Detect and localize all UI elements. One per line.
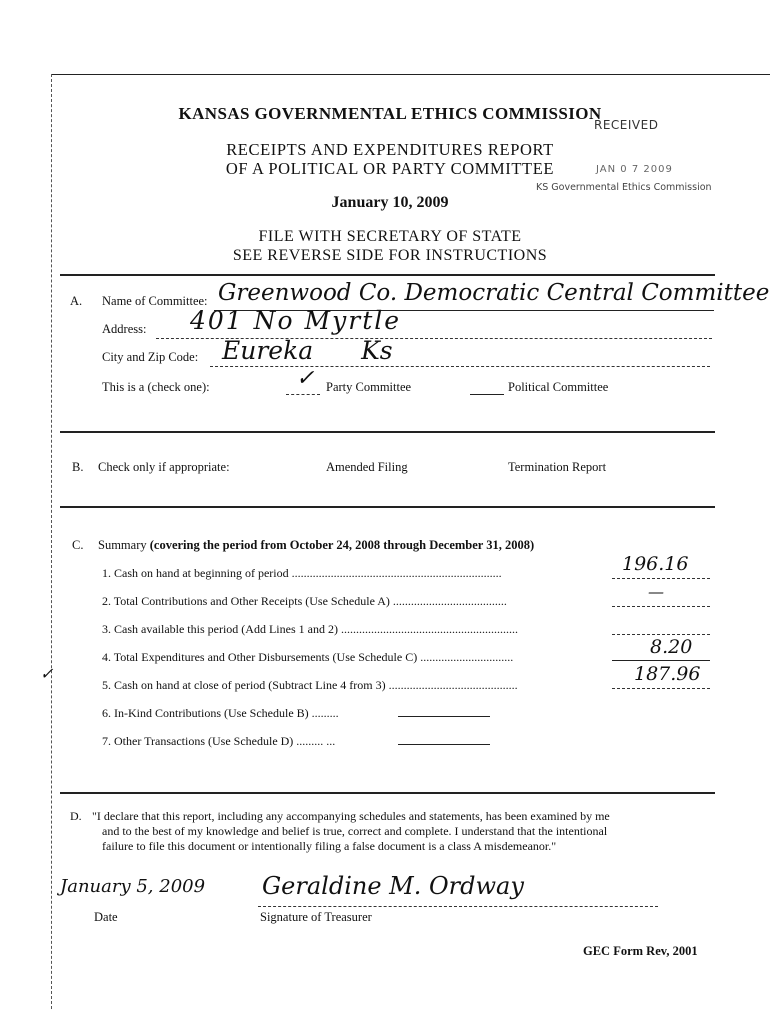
summary-line-1-amount: 196.16 [622, 553, 689, 575]
committee-type-label: This is a (check one): [102, 380, 210, 394]
filing-instructions [150, 227, 630, 265]
section-divider-d [60, 792, 715, 794]
form-revision: GEC Form Rev, 2001 [583, 944, 698, 958]
form-top-border [51, 74, 770, 75]
section-divider-b [60, 431, 715, 433]
section-c-letter: C. [72, 538, 84, 552]
signature-underline [258, 906, 658, 907]
received-stamp-date: JAN 0 7 2009 [596, 164, 673, 175]
address-value: 401 No Myrtle [190, 306, 402, 335]
summary-prefix: Summary [98, 538, 147, 552]
received-stamp: RECEIVED [594, 118, 659, 132]
section-a-letter: A. [70, 294, 83, 308]
summary-line-4-amount: 8.20 [650, 636, 693, 658]
summary-line-6-label: 6. In-Kind Contributions (Use Schedule B) ......... [102, 706, 339, 720]
report-title [140, 140, 640, 178]
declaration-line-3: failure to file this document or intentionally filing a false document is a class A misdemeanor." [102, 839, 557, 853]
summary-period: (covering the period from October 24, 2008 through December 31, 2008) [149, 538, 535, 552]
section-d-letter: D. [70, 809, 82, 823]
city-zip-value: Eureka Ks [222, 336, 393, 365]
date-label: Date [94, 910, 118, 924]
city-zip-underline [210, 366, 710, 367]
summary-line-5-amount: 187.96 [634, 663, 701, 685]
received-stamp-agency: KS Governmental Ethics Commission [536, 182, 712, 193]
declaration-line-2: and to the best of my knowledge and belief is true, correct and complete. I understand that the intentional [102, 824, 608, 838]
city-zip-label: City and Zip Code: [102, 350, 199, 364]
summary-line-4-underline [612, 660, 710, 661]
summary-line-1-label: 1. Cash on hand at beginning of period ...................................................................... [102, 566, 502, 580]
committee-name-value: Greenwood Co. Democratic Central Committee [218, 280, 770, 306]
summary-line-3-label: 3. Cash available this period (Add Lines 1 and 2) ........................................................... [102, 622, 518, 636]
termination-report-label: Termination Report [508, 460, 607, 474]
treasurer-signature: Geraldine M. Ordway [262, 872, 524, 900]
political-committee-checkbox-line[interactable] [470, 394, 504, 395]
check-appropriate-label: Check only if appropriate: [98, 460, 230, 474]
report-title-line-2: OF A POLITICAL OR PARTY COMMITTEE [225, 159, 555, 178]
party-committee-label: Party Committee [326, 380, 412, 394]
signed-date: January 5, 2009 [60, 876, 206, 897]
report-title-line-1: RECEIPTS AND EXPENDITURES REPORT [226, 140, 554, 159]
declaration-line-1: "I declare that this report, including any accompanying schedules and statements, has been examined by me [92, 809, 610, 823]
signature-label: Signature of Treasurer [260, 910, 372, 924]
committee-name-label: Name of Committee: [102, 294, 208, 308]
summary-line-3-underline [612, 634, 710, 635]
party-committee-checkbox-line[interactable] [286, 394, 320, 395]
filing-line-2: SEE REVERSE SIDE FOR INSTRUCTIONS [232, 247, 548, 264]
party-check-mark: ✓ [296, 366, 315, 391]
summary-line-7-label: 7. Other Transactions (Use Schedule D) ......... ... [102, 734, 336, 748]
address-label: Address: [102, 322, 147, 336]
filing-line-1: FILE WITH SECRETARY OF STATE [258, 228, 522, 245]
commission-title: KANSAS GOVERNMENTAL ETHICS COMMISSION [178, 104, 602, 123]
section-divider-c [60, 506, 715, 508]
report-date: January 10, 2009 [331, 194, 449, 211]
summary-line-1-underline [612, 578, 710, 579]
declaration-text [92, 809, 722, 854]
form-left-border [51, 74, 52, 1009]
summary-line-7-underline [398, 744, 490, 745]
summary-line-2-amount: — [648, 582, 664, 601]
section-divider-a [60, 274, 715, 276]
summary-line-2-underline [612, 606, 710, 607]
summary-line-5-label: 5. Cash on hand at close of period (Subtract Line 4 from 3) ........................................... [102, 678, 518, 692]
summary-line-5-underline [612, 688, 710, 689]
section-b-letter: B. [72, 460, 84, 474]
summary-line-4-label: 4. Total Expenditures and Other Disbursements (Use Schedule C) ............................... [102, 650, 514, 664]
political-committee-label: Political Committee [508, 380, 609, 394]
summary-line-2-label: 2. Total Contributions and Other Receipts (Use Schedule A) ...................................... [102, 594, 507, 608]
margin-mark: ✓ [40, 664, 54, 683]
summary-heading [98, 538, 534, 553]
summary-line-6-underline [398, 716, 490, 717]
amended-filing-label: Amended Filing [326, 460, 408, 474]
